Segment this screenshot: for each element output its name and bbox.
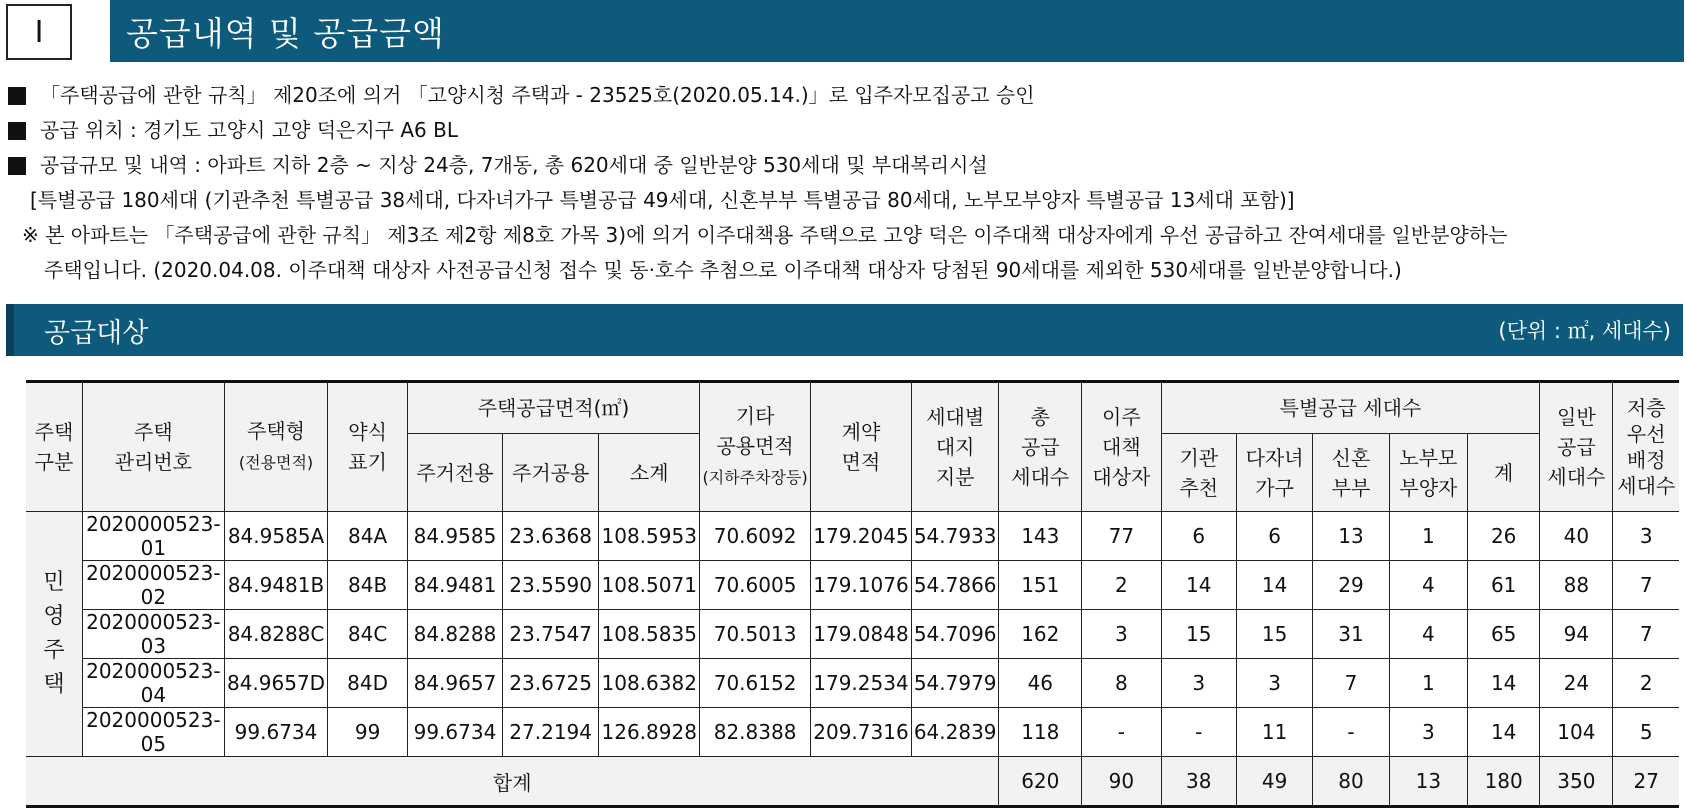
col-special-sum: 계 bbox=[1468, 434, 1540, 512]
cell-newlywed: - bbox=[1313, 708, 1389, 757]
cell-agency: - bbox=[1161, 708, 1236, 757]
cell-common: 27.2194 bbox=[503, 708, 599, 757]
total-elderly: 13 bbox=[1389, 757, 1467, 807]
table-row bbox=[26, 708, 1679, 757]
cell-exclusive: 84.9657 bbox=[407, 659, 502, 708]
cell-mgmt: 2020000523-02 bbox=[82, 561, 224, 610]
col-mgmt-number: 주택 관리번호 bbox=[82, 382, 224, 512]
col-special-supply: 특별공급 세대수 bbox=[1161, 382, 1540, 434]
cell-mgmt: 2020000523-01 bbox=[82, 512, 224, 561]
section-number: I bbox=[6, 4, 72, 60]
note-text: ※ 본 아파트는 「주택공급에 관한 규칙」 제3조 제2항 제8호 가목 3)에 의거 이주대책용 주택으로 고양 덕은 이주대책 대상자에게 우선 공급하고 잔여세대를 일반분양하는 bbox=[22, 223, 1508, 247]
col-land-share: 세대별 대지 지분 bbox=[911, 382, 999, 512]
cell-elderly: 4 bbox=[1389, 561, 1467, 610]
cell-relocation: 3 bbox=[1082, 610, 1162, 659]
cell-relocation: 8 bbox=[1082, 659, 1162, 708]
cell-other: 70.6152 bbox=[700, 659, 811, 708]
cell-sum: 14 bbox=[1468, 708, 1540, 757]
col-category: 주택 구분 bbox=[26, 382, 82, 512]
cell-common: 23.5590 bbox=[503, 561, 599, 610]
cell-multi: 14 bbox=[1236, 561, 1312, 610]
cell-newlywed: 31 bbox=[1313, 610, 1389, 659]
supply-summary bbox=[8, 78, 1683, 288]
bullet-square-icon bbox=[8, 157, 26, 175]
col-elderly: 노부모 부양자 bbox=[1389, 434, 1467, 512]
cell-subtotal: 108.5953 bbox=[599, 512, 700, 561]
cell-general: 40 bbox=[1540, 512, 1613, 561]
cell-abbr: 84C bbox=[328, 610, 408, 659]
cell-common: 23.7547 bbox=[503, 610, 599, 659]
bullet-item bbox=[8, 113, 1683, 148]
cell-mgmt: 2020000523-03 bbox=[82, 610, 224, 659]
total-general: 350 bbox=[1540, 757, 1613, 807]
cell-relocation: 2 bbox=[1082, 561, 1162, 610]
col-exclusive: 주거전용 bbox=[407, 434, 502, 512]
cell-land: 54.7866 bbox=[911, 561, 999, 610]
col-house-type: 주택형 (전용면적) bbox=[224, 382, 328, 512]
cell-land: 54.7933 bbox=[911, 512, 999, 561]
cell-general: 94 bbox=[1540, 610, 1613, 659]
col-total-units: 총 공급 세대수 bbox=[999, 382, 1082, 512]
total-relocation: 90 bbox=[1082, 757, 1162, 807]
category-cell: 민 영 주 택 bbox=[26, 512, 82, 757]
col-general-supply: 일반 공급 세대수 bbox=[1540, 382, 1613, 512]
cell-type: 84.9585A bbox=[224, 512, 328, 561]
cell-general: 24 bbox=[1540, 659, 1613, 708]
cell-type: 84.9657D bbox=[224, 659, 328, 708]
bullet-square-icon bbox=[8, 87, 26, 105]
cell-type: 99.6734 bbox=[224, 708, 328, 757]
cell-multi: 3 bbox=[1236, 659, 1312, 708]
total-newlywed: 80 bbox=[1313, 757, 1389, 807]
col-abbr: 약식 표기 bbox=[328, 382, 408, 512]
cell-other: 70.6005 bbox=[700, 561, 811, 610]
cell-other: 82.8388 bbox=[700, 708, 811, 757]
cell-low: 2 bbox=[1613, 659, 1679, 708]
cell-low: 3 bbox=[1613, 512, 1679, 561]
total-sum: 180 bbox=[1468, 757, 1540, 807]
bullet-item bbox=[8, 78, 1683, 113]
cell-newlywed: 13 bbox=[1313, 512, 1389, 561]
cell-other: 70.5013 bbox=[700, 610, 811, 659]
table-row bbox=[26, 512, 1679, 561]
cell-type: 84.8288C bbox=[224, 610, 328, 659]
cell-sum: 14 bbox=[1468, 659, 1540, 708]
cell-exclusive: 84.9481 bbox=[407, 561, 502, 610]
cell-exclusive: 99.6734 bbox=[407, 708, 502, 757]
note-text-continued: 주택입니다. (2020.04.08. 이주대책 대상자 사전공급신청 접수 및 동·호수 추첨으로 이주대책 대상자 당첨된 90세대를 제외한 530세대를 일반분양합니다.) bbox=[44, 258, 1402, 282]
table-row bbox=[26, 610, 1679, 659]
cell-subtotal: 108.6382 bbox=[599, 659, 700, 708]
section-title: 공급내역 및 공급금액 bbox=[110, 0, 1684, 62]
total-agency: 38 bbox=[1161, 757, 1236, 807]
cell-subtotal: 108.5071 bbox=[599, 561, 700, 610]
total-label: 합계 bbox=[26, 757, 999, 807]
total-low: 27 bbox=[1613, 757, 1679, 807]
bullet-text: 공급규모 및 내역 : 아파트 지하 2층 ~ 지상 24층, 7개동, 총 620세대 중 일반분양 530세대 및 부대복리시설 bbox=[40, 153, 988, 177]
cell-total: 151 bbox=[999, 561, 1082, 610]
cell-total: 46 bbox=[999, 659, 1082, 708]
cell-sum: 26 bbox=[1468, 512, 1540, 561]
col-low-floor: 저층 우선 배정 세대수 bbox=[1613, 382, 1679, 512]
total-units: 620 bbox=[999, 757, 1082, 807]
cell-contract: 179.0848 bbox=[811, 610, 912, 659]
subsection-header bbox=[6, 304, 1683, 356]
cell-contract: 179.2045 bbox=[811, 512, 912, 561]
cell-general: 88 bbox=[1540, 561, 1613, 610]
cell-common: 23.6368 bbox=[503, 512, 599, 561]
cell-multi: 11 bbox=[1236, 708, 1312, 757]
cell-total: 162 bbox=[999, 610, 1082, 659]
cell-subtotal: 108.5835 bbox=[599, 610, 700, 659]
section-header bbox=[0, 0, 1687, 64]
cell-elderly: 1 bbox=[1389, 512, 1467, 561]
col-newlywed: 신혼 부부 bbox=[1313, 434, 1389, 512]
table-row bbox=[26, 561, 1679, 610]
cell-exclusive: 84.8288 bbox=[407, 610, 502, 659]
col-subtotal: 소계 bbox=[599, 434, 700, 512]
cell-total: 143 bbox=[999, 512, 1082, 561]
cell-general: 104 bbox=[1540, 708, 1613, 757]
cell-sum: 65 bbox=[1468, 610, 1540, 659]
col-common: 주거공용 bbox=[503, 434, 599, 512]
cell-multi: 15 bbox=[1236, 610, 1312, 659]
cell-elderly: 3 bbox=[1389, 708, 1467, 757]
cell-subtotal: 126.8928 bbox=[599, 708, 700, 757]
cell-land: 64.2839 bbox=[911, 708, 999, 757]
total-multi: 49 bbox=[1236, 757, 1312, 807]
unit-label: (단위 : ㎡, 세대수) bbox=[1498, 319, 1671, 343]
cell-exclusive: 84.9585 bbox=[407, 512, 502, 561]
cell-low: 7 bbox=[1613, 610, 1679, 659]
cell-relocation: 77 bbox=[1082, 512, 1162, 561]
cell-common: 23.6725 bbox=[503, 659, 599, 708]
cell-abbr: 84A bbox=[328, 512, 408, 561]
cell-low: 5 bbox=[1613, 708, 1679, 757]
cell-agency: 15 bbox=[1161, 610, 1236, 659]
cell-low: 7 bbox=[1613, 561, 1679, 610]
supply-table bbox=[26, 380, 1679, 808]
cell-contract: 209.7316 bbox=[811, 708, 912, 757]
bullet-item bbox=[8, 148, 1683, 183]
cell-land: 54.7096 bbox=[911, 610, 999, 659]
cell-contract: 179.2534 bbox=[811, 659, 912, 708]
col-supply-area: 주택공급면적(㎡) bbox=[407, 382, 699, 434]
bullet-text: 공급 위치 : 경기도 고양시 고양 덕은지구 A6 BL bbox=[40, 118, 458, 142]
cell-newlywed: 29 bbox=[1313, 561, 1389, 610]
table-header-row bbox=[26, 382, 1679, 434]
cell-contract: 179.1076 bbox=[811, 561, 912, 610]
table-row bbox=[26, 659, 1679, 708]
cell-other: 70.6092 bbox=[700, 512, 811, 561]
cell-agency: 14 bbox=[1161, 561, 1236, 610]
cell-agency: 6 bbox=[1161, 512, 1236, 561]
cell-agency: 3 bbox=[1161, 659, 1236, 708]
cell-abbr: 84D bbox=[328, 659, 408, 708]
subsection-title: 공급대상 bbox=[44, 317, 149, 349]
cell-type: 84.9481B bbox=[224, 561, 328, 610]
col-relocation: 이주 대책 대상자 bbox=[1082, 382, 1162, 512]
cell-relocation: - bbox=[1082, 708, 1162, 757]
special-supply-breakdown: [특별공급 180세대 (기관추천 특별공급 38세대, 다자녀가구 특별공급 49세대, 신혼부부 특별공급 80세대, 노부모부양자 특별공급 13세대 포함)] bbox=[30, 188, 1295, 212]
cell-abbr: 99 bbox=[328, 708, 408, 757]
cell-total: 118 bbox=[999, 708, 1082, 757]
total-row bbox=[26, 757, 1679, 807]
bullet-square-icon bbox=[8, 122, 26, 140]
cell-land: 54.7979 bbox=[911, 659, 999, 708]
cell-mgmt: 2020000523-04 bbox=[82, 659, 224, 708]
cell-elderly: 1 bbox=[1389, 659, 1467, 708]
col-other-common: 기타 공용면적 (지하주차장등) bbox=[700, 382, 811, 512]
col-multi-child: 다자녀 가구 bbox=[1236, 434, 1312, 512]
cell-elderly: 4 bbox=[1389, 610, 1467, 659]
col-agency: 기관 추천 bbox=[1161, 434, 1236, 512]
cell-abbr: 84B bbox=[328, 561, 408, 610]
cell-sum: 61 bbox=[1468, 561, 1540, 610]
col-contract-area: 계약 면적 bbox=[811, 382, 912, 512]
cell-newlywed: 7 bbox=[1313, 659, 1389, 708]
cell-multi: 6 bbox=[1236, 512, 1312, 561]
cell-mgmt: 2020000523-05 bbox=[82, 708, 224, 757]
bullet-text: 「주택공급에 관한 규칙」 제20조에 의거 「고양시청 주택과 - 23525호(2020.05.14.)」로 입주자모집공고 승인 bbox=[40, 83, 1035, 107]
